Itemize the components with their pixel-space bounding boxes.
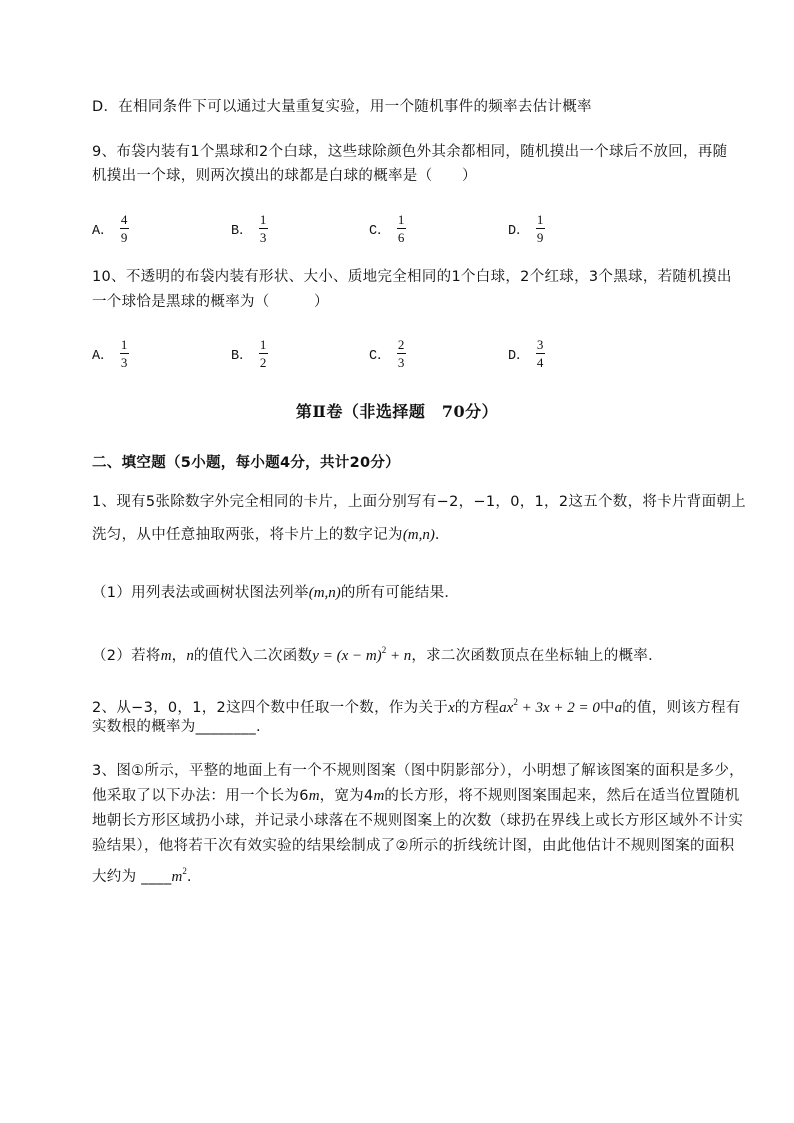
q10-option-c[interactable]: [369, 333, 406, 373]
f2-equation-exponent: 2: [513, 697, 518, 707]
f1-line2-prefix: 洗匀，从中任意抽取两张，将卡片上的数字记为: [92, 527, 403, 543]
f3-line5-suffix: .: [186, 869, 192, 885]
q9-options: [92, 208, 712, 248]
q10-options: [92, 333, 712, 373]
f3-line2-suffix: 的长方形，将不规则图案围起来，然后在适当位置随机: [384, 788, 740, 804]
denominator: 6: [397, 229, 405, 245]
f1-sub1-suffix: 的所有可能结果．: [340, 585, 460, 601]
f1-sub2-sep: ，: [171, 648, 187, 664]
denominator: 4: [536, 354, 544, 370]
f1-sub2-prefix: （2）若将: [92, 648, 161, 664]
q9-text-line1: 9、布袋内装有1个黑球和2个白球，这些球除颜色外其余都相同，随机摸出一个球后不放回，再随: [92, 144, 728, 160]
f1-function-exponent: 2: [381, 645, 387, 655]
q8-option-d: D．在相同条件下可以通过大量重复实验，用一个随机事件的频率去估计概率: [92, 99, 592, 115]
fraction: [120, 212, 129, 245]
fraction: [259, 212, 268, 245]
f1-line2-suffix: ．: [434, 527, 450, 543]
denominator: 3: [259, 229, 267, 245]
q9-option-a[interactable]: [92, 208, 129, 248]
f1-text-line1: 1、现有5张除数字外完全相同的卡片，上面分别写有−2，−1，0，1，2这五个数，将卡片背面朝上: [92, 494, 746, 510]
f1-function-tail: + n: [386, 648, 412, 664]
f2-text-line1: [92, 692, 741, 718]
numerator: 4: [120, 211, 128, 227]
option-label: B．: [231, 223, 253, 239]
fraction: [120, 337, 129, 370]
fraction-bar: [397, 228, 406, 229]
fraction-bar: [259, 353, 268, 354]
f2-var-x: x: [448, 700, 455, 716]
fraction-bar: [259, 228, 268, 229]
option-label: A．: [92, 223, 114, 239]
denominator: 9: [120, 229, 128, 245]
q9-option-d[interactable]: [508, 208, 545, 248]
denominator: 3: [120, 354, 128, 370]
f3-unit-m-2: m: [373, 788, 385, 804]
f2-equation: [499, 697, 600, 716]
numerator: 3: [536, 336, 544, 352]
f3-line2-mid: ，宽为4: [319, 788, 374, 804]
denominator: 3: [397, 354, 405, 370]
f2-line1-prefix: 2、从−3，0，1，2这四个数中任取一个数，作为关于: [92, 700, 449, 716]
option-label: C．: [369, 223, 391, 239]
f1-sub2-var-m: m: [160, 648, 172, 664]
option-label: A．: [92, 348, 114, 364]
f1-function-base: y = (x − m): [312, 648, 382, 664]
q10-text-line2: 一个球恰是黑球的概率为（ ）: [92, 294, 329, 310]
fraction: [536, 212, 545, 245]
f3-area-unit-exponent: 2: [182, 866, 187, 876]
f3-text-line2: [92, 786, 740, 806]
denominator: 2: [259, 354, 267, 370]
f3-text-line4: 验结果），他将若干次有效实验的结果绘制成了②所示的折线统计图，由此他估计不规则图案的面积: [92, 838, 735, 854]
q9-option-b[interactable]: [231, 208, 268, 248]
f2-text-line2: 实数根的概率为________.: [92, 719, 261, 735]
section-heading: 二、填空题（5小题，每小题4分，共计20分）: [92, 455, 400, 471]
f3-text-line3: 地朝长方形区域扔小球，并记录小球落在不规则图案上的次数（球扔在界线上或长方形区域外不计实: [92, 813, 744, 829]
f2-equation-base: ax: [499, 700, 514, 716]
f1-sub1-pair: (m,n): [308, 585, 341, 601]
fraction-bar: [536, 228, 545, 229]
f1-sub1: [92, 583, 459, 603]
q10-option-a[interactable]: [92, 333, 129, 373]
fraction: [259, 337, 268, 370]
numerator: 1: [259, 336, 267, 352]
f2-line1-mid: 的方程: [454, 700, 500, 716]
f1-text-line2: [92, 525, 450, 545]
fraction: [536, 337, 545, 370]
q9-text-line2: 机摸出一个球，则两次摸出的球都是白球的概率是（ ）: [92, 168, 477, 184]
f3-area-unit: [171, 866, 187, 885]
f3-text-line1: 3、图①所示，平整的地面上有一个不规则图案（图中阴影部分），小明想了解该图案的面积是多少，: [92, 763, 744, 779]
q10-text-line1: 10、不透明的布袋内装有形状、大小、质地完全相同的1个白球，2个红球，3个黑球，若随机摸出: [92, 269, 732, 285]
fraction: [397, 337, 406, 370]
f2-line1-mid2: 中: [599, 700, 615, 716]
fraction: [397, 212, 406, 245]
numerator: 1: [536, 211, 544, 227]
numerator: 1: [397, 211, 405, 227]
q9-option-c[interactable]: [369, 208, 406, 248]
fraction-bar: [120, 353, 129, 354]
denominator: 9: [536, 229, 544, 245]
f3-unit-m: m: [308, 788, 320, 804]
f3-line5-prefix: 大约为 ____: [92, 869, 172, 885]
f1-sub1-prefix: （1）用列表法或画树状图法列举: [92, 585, 309, 601]
f2-var-a: a: [614, 700, 623, 716]
fraction-bar: [536, 353, 545, 354]
f1-function-expr: [312, 645, 412, 664]
fraction-bar: [397, 353, 406, 354]
f1-sub2-mid: 的值代入二次函数: [193, 648, 313, 664]
f1-sub2-suffix: ，求二次函数顶点在坐标轴上的概率．: [411, 648, 663, 664]
q10-option-b[interactable]: [231, 333, 268, 373]
fraction-bar: [120, 228, 129, 229]
f1-sub2: [92, 640, 663, 666]
option-label: C．: [369, 348, 391, 364]
f3-text-line5: [92, 861, 192, 887]
numerator: 2: [397, 336, 405, 352]
numerator: 1: [259, 211, 267, 227]
option-label: D．: [508, 223, 530, 239]
f1-pair: (m,n): [402, 527, 435, 543]
f1-sub2-var-n: n: [186, 648, 194, 664]
f2-line1-suffix: 的值，则该方程有: [622, 700, 741, 716]
numerator: 1: [120, 336, 128, 352]
f2-equation-tail: + 3x + 2 = 0: [517, 700, 600, 716]
option-label: B．: [231, 348, 253, 364]
option-label: D．: [508, 348, 530, 364]
q10-option-d[interactable]: [508, 333, 545, 373]
part2-title: 第Ⅱ卷（非选择题 70分）: [295, 402, 499, 421]
f3-line2-prefix: 他采取了以下办法：用一个长为6: [92, 788, 309, 804]
f3-area-unit-base: m: [171, 869, 183, 885]
